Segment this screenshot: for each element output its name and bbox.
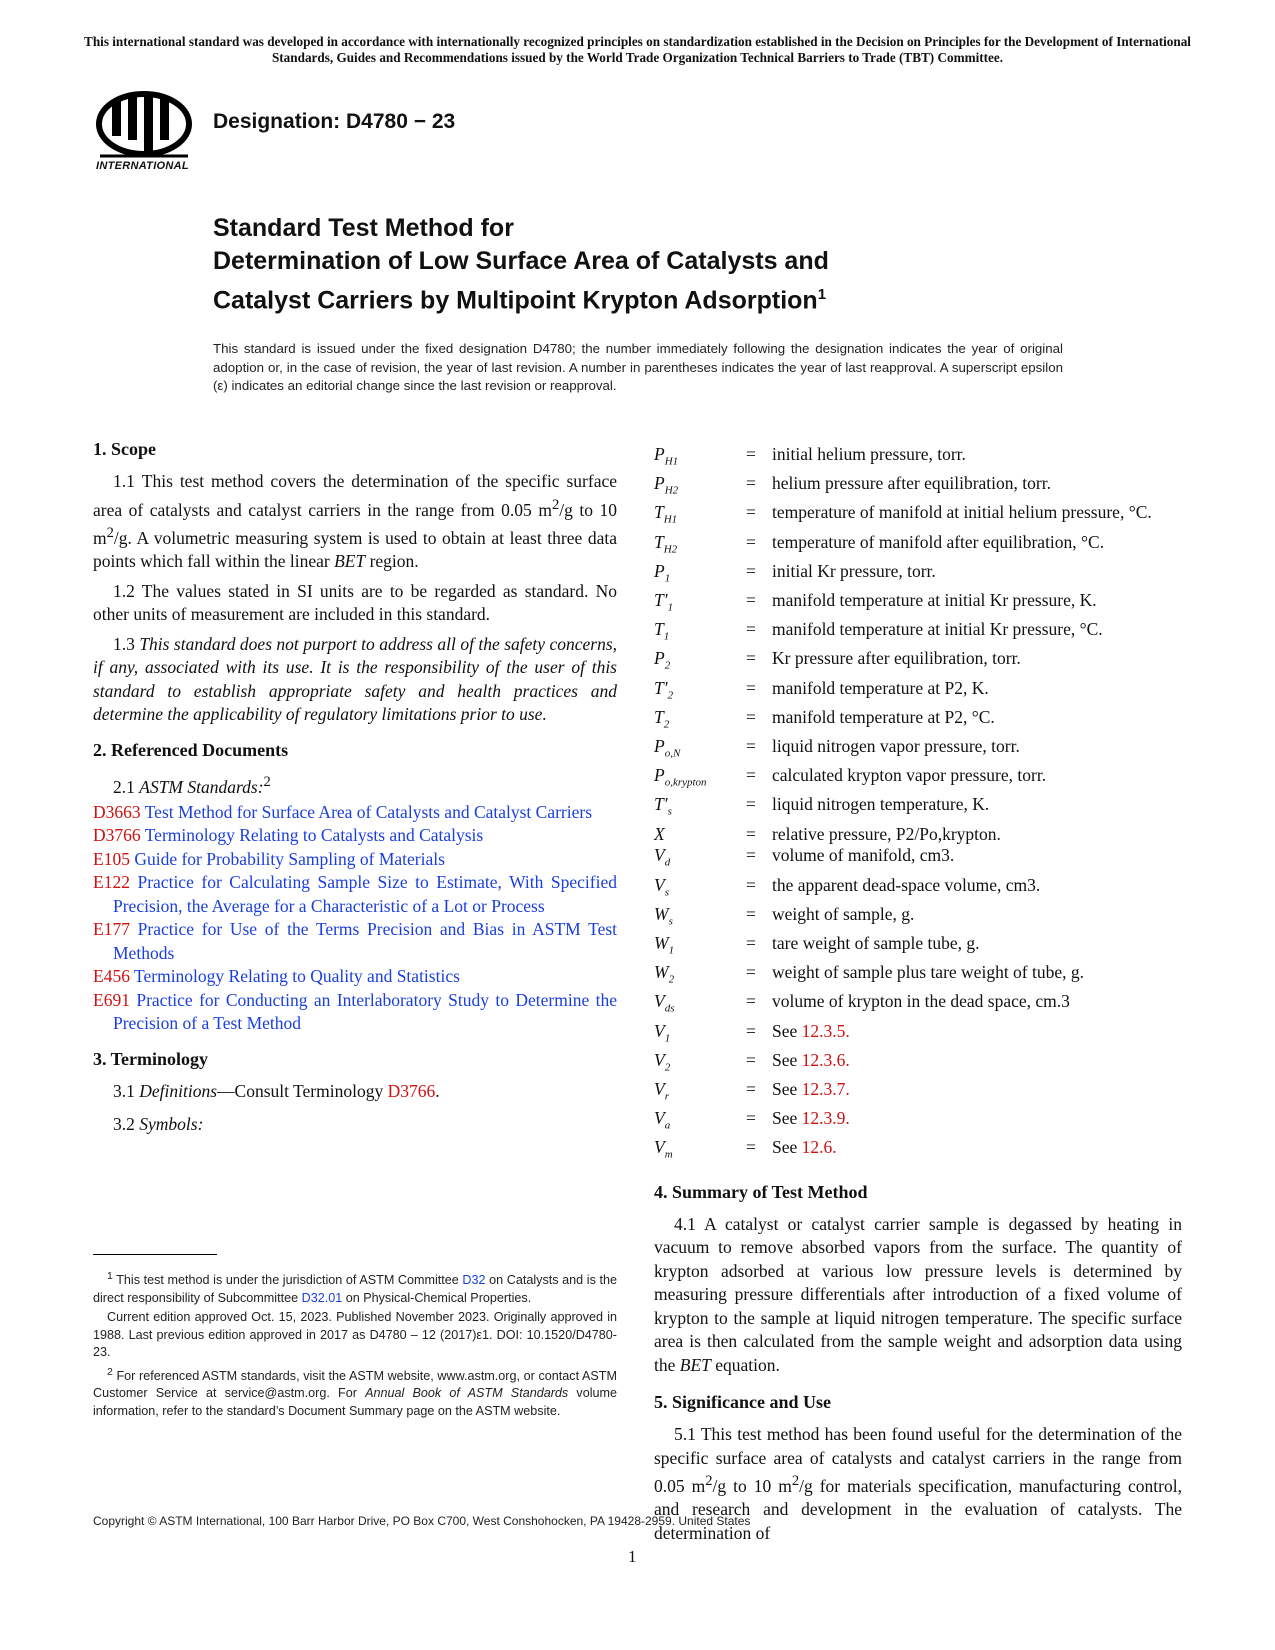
committee-link[interactable]: D32 [462,1273,486,1288]
symbol: $V_{ds}$ [654,991,675,1015]
section-link[interactable]: 12.3.6. [801,1049,850,1070]
symbol: $W_2$ [654,962,675,986]
footnote-1-edition: Current edition approved Oct. 15, 2023. Published November 2023. Originally approved in 1988. Last previous edition approved in 2017 as D4780 – 12 (2017)ε1. DOI: 10.1520/D4780-23. [93,1310,617,1360]
issuance-note: This standard is issued under the fixed designation D4780; the number immediately following the designation indicates the year of original adoption or, in the case of revision, the year of last revision. A number in parentheses indicates the year of last reapproval. A superscript epsilon (ε) indicates an editorial change since the last revision or reapproval. [213,341,1063,393]
equals-sign: = [746,444,756,464]
symbol: $V_2$ [654,1049,671,1074]
reference-code-link[interactable]: D3766 [93,825,141,846]
equals-sign: = [746,677,756,698]
scope-1-3: 1.3 This standard does not purport to address all of the safety concerns, if any, associated with its use. It is the responsibility of the user of this standard to establish appropriate safety and health practices and determine the applicability of regulatory limitations prior to use. [93,633,618,725]
reference-title-link[interactable]: Terminology Relating to Catalysts and Catalysis [144,825,484,846]
left-column [93,438,617,1143]
equals-sign: = [746,1078,756,1099]
reference-item [93,989,617,1036]
symbol: $P_2$ [654,648,671,672]
significance-5-1: 5.1 This test method has been found useful for the determination of the specific surface area of catalysts and catalyst carriers in the range from 0.05 $m^2/g$ to 10 $m^2/g$ for materials specification, manufacturing control, and research and development in the evaluation of catalysts. The determination of [654,1424,1182,1543]
symbol: $V_a$ [654,1108,671,1132]
title-line-1: Standard Test Method for [213,214,514,242]
scope-1-1: 1.1 This test method covers the determination of the specific surface area of catalysts and catalyst carriers in the range from 0.05 $m^2/g$ to 10 $m^2/g$. A volumetric measuring system is used to obtain at least three data points which fall within the linear BET region. [93,471,618,572]
reference-title-link[interactable]: Test Method for Surface Area of Catalysts and Catalyst Carriers [144,801,593,822]
symbol-row [654,736,1182,765]
symbol-definition: manifold temperature at initial Kr pressure, K. [772,590,1097,611]
symbol-row [654,619,1182,648]
symbol-definition: initial helium pressure, torr. [772,444,966,464]
reference-code-link[interactable]: E691 [93,989,130,1010]
symbol-row [654,1021,1182,1050]
symbol: $P_{o,N}$ [654,736,681,760]
symbol-definition: initial Kr pressure, torr. [772,560,936,581]
reference-code-link[interactable]: E105 [93,848,130,869]
symbol-definition: Kr pressure after equilibration, torr. [772,648,1021,669]
equals-sign: = [746,473,756,494]
symbol: $T'_1$ [654,590,674,614]
equals-sign: = [746,991,756,1012]
terminology-3-1: 3.1 Definitions—Consult Terminology D3766. [113,1080,440,1101]
equals-sign: = [746,874,756,895]
symbol-row [654,845,1182,874]
equals-sign: = [746,1020,756,1041]
symbol: $P_{H1}$ [654,444,679,468]
scope-1-2: 1.2 The values stated in SI units are to be regarded as standard. No other units of measurement are included in this standard. [93,580,617,625]
symbol-definition: liquid nitrogen temperature, K. [772,794,990,815]
wto-notice: This international standard was developed in accordance with internationally recognized principles on standardization established in the Decision on Principles for the Development of International Standards, Guides and Recommendations issued by the World Trade Organization Technical Barriers to Trade (TBT) Committee. [84,34,1191,65]
symbol-definition: relative pressure, P2/Po,krypton. [772,823,1001,844]
symbol-row [654,502,1182,531]
reference-list [93,801,617,1036]
equals-sign: = [746,1049,756,1070]
symbol-definition: tare weight of sample tube, g. [772,932,980,953]
copyright: Copyright © ASTM International, 100 Barr Harbor Drive, PO Box C700, West Conshohocken, PA 19428-2959. United States [93,1514,751,1528]
symbol-definition: See 12.3.5. [772,1020,850,1041]
symbol: $V_d$ [654,845,671,869]
symbol: $W_1$ [654,932,675,957]
equals-sign: = [746,962,756,983]
symbol-row [654,765,1182,794]
title-line-3-text: Catalyst Carriers by Multipoint Krypton Adsorption [213,286,818,315]
title-line-3 [213,278,1113,317]
section-heading-significance: 5. Significance and Use [654,1392,832,1413]
symbol: $V_1$ [654,1020,671,1045]
symbol-row [654,991,1182,1020]
symbol: $W_s$ [654,903,673,928]
symbol-row [654,1137,1182,1166]
symbol-row [654,904,1182,933]
symbol-definition: temperature of manifold after equilibration, °C. [772,531,1105,552]
symbol: $P_{o,krypton}$ [654,765,707,789]
symbol-row [654,1108,1182,1137]
logo-international-text: INTERNATIONAL [96,160,189,172]
equals-sign: = [746,1108,756,1129]
symbol: $P_1$ [654,560,671,585]
reference-code-link[interactable]: E122 [93,872,130,893]
symbol: $T_1$ [654,619,670,643]
symbol-row [654,933,1182,962]
section-heading-scope: 1. Scope [93,439,156,459]
symbol-definition: helium pressure after equilibration, torr. [772,473,1051,494]
equals-sign: = [746,794,756,815]
symbol-row [654,1050,1182,1079]
title-line-2: Determination of Low Surface Area of Catalysts and [213,247,829,275]
symbol-definition: volume of krypton in the dead space, cm.3 [772,991,1070,1012]
footnotes [93,1268,617,1422]
equals-sign: = [746,590,756,611]
symbol: $V_s$ [654,874,669,899]
equals-sign: = [746,845,756,866]
symbol-definition: See 12.3.7. [772,1078,850,1099]
equals-sign: = [746,932,756,953]
symbol-definition: See 12.3.9. [772,1108,850,1129]
subcommittee-link[interactable]: D32.01 [301,1290,343,1305]
symbol: X [654,823,665,844]
symbol-definition: See 12.6. [772,1137,837,1158]
symbol-definition: weight of sample, g. [772,903,915,924]
symbol-row [654,532,1182,561]
equals-sign: = [746,765,756,786]
symbol-row [654,1079,1182,1108]
symbol-definition: volume of manifold, cm3. [772,845,955,866]
reference-item [93,918,617,965]
page-number: 1 [628,1547,637,1566]
symbol-row [654,444,1182,473]
symbol: $T_{H1}$ [654,502,678,526]
symbol: $V_r$ [654,1078,669,1103]
section-heading-terminology: 3. Terminology [93,1048,209,1069]
symbol-row [654,678,1182,707]
reference-title-link[interactable]: Practice for Calculating Sample Size to Estimate, With Specified Precision, the Average for a Characteristic of a Lot or Process [113,872,617,916]
equals-sign: = [746,706,756,727]
equals-sign: = [746,823,756,844]
footnote-rule [93,1254,217,1255]
footnote-1: $^1$ This test method is under the jurisdiction of ASTM Committee D32 on Catalysts and is the direct responsibility of Subcommittee D32.01 on Physical-Chemical Properties. [93,1270,617,1305]
terminology-3-2: 3.2 Symbols: [113,1114,204,1135]
section-heading-summary: 4. Summary of Test Method [654,1181,868,1202]
equals-sign: = [746,560,756,581]
reference-item [93,848,617,872]
right-column [654,444,1182,1551]
symbol: $P_{H2}$ [654,473,679,497]
reference-title-link[interactable]: Practice for Conducting an Interlaboratory Study to Determine the Precision of a Test Method [113,989,617,1034]
symbol-row [654,590,1182,619]
symbol-definition: the apparent dead-space volume, cm3. [772,874,1041,895]
astm-standards-label: 2.1 ASTM Standards:$^2$ [113,773,271,797]
reference-code-link[interactable]: D3663 [93,801,141,822]
symbol-row [654,561,1182,590]
symbol-definition: weight of sample plus tare weight of tube, g. [772,962,1085,983]
reference-title-link[interactable]: Guide for Probability Sampling of Materials [134,848,445,869]
equals-sign: = [746,903,756,924]
symbol: $T'_2$ [654,677,674,702]
symbol: $T'_s$ [654,794,672,818]
symbol-row [654,794,1182,823]
symbol-definition: calculated krypton vapor pressure, torr. [772,765,1047,786]
equals-sign: = [746,619,756,640]
symbol: $T_{H2}$ [654,531,678,556]
reference-item [93,871,617,918]
symbol-definition: manifold temperature at P2, °C. [772,706,995,727]
symbols-table [654,444,1182,1167]
symbol-row [654,473,1182,502]
equals-sign: = [746,531,756,552]
section-link[interactable]: 12.6. [801,1137,837,1158]
equals-sign: = [746,648,756,669]
symbol-definition: liquid nitrogen vapor pressure, torr. [772,736,1020,757]
symbol-definition: temperature of manifold at initial helium pressure, °C. [772,502,1152,523]
summary-4-1: 4.1 A catalyst or catalyst carrier sample is degassed by heating in vacuum to remove absorbed vapors from the surface. The quantity of krypton adsorbed at various low pressure levels is determined by measuring pressure differentials after introduction of a fixed volume of krypton to the sample at liquid nitrogen temperature. The specific surface area is then calculated from the sample weight and adsorption data using the BET equation. [654,1213,1182,1375]
symbol: $V_m$ [654,1137,673,1161]
symbol-definition: manifold temperature at P2, K. [772,677,989,698]
reference-item [93,801,617,825]
section-link[interactable]: 12.3.9. [801,1108,850,1129]
symbol-definition: See 12.3.6. [772,1049,850,1070]
equals-sign: = [746,502,756,523]
section-heading-referenced: 2. Referenced Documents [93,739,289,760]
section-link[interactable]: 12.3.7. [801,1078,850,1099]
designation: Designation: D4780 − 23 [213,110,456,133]
symbol-row [654,962,1182,991]
symbol-definition: manifold temperature at initial Kr pressure, °C. [772,619,1103,640]
reference-title-link[interactable]: Practice for Use of the Terms Precision and Bias in ASTM Test Methods [113,919,618,963]
reference-item [93,965,617,989]
symbol-row [654,707,1182,736]
symbol-row [654,648,1182,677]
title-footnote-mark: 1 [817,286,827,303]
reference-item [93,824,617,848]
terminology-link[interactable]: D3766 [387,1080,436,1101]
reference-title-link[interactable]: Terminology Relating to Quality and Statistics [134,966,460,987]
section-link[interactable]: 12.3.5. [801,1020,850,1041]
equals-sign: = [746,736,756,757]
document-title [213,212,1113,317]
symbol-row [654,824,1182,846]
reference-code-link[interactable]: E177 [93,919,130,940]
reference-code-link[interactable]: E456 [93,966,130,987]
equals-sign: = [746,1137,756,1158]
symbol-row [654,875,1182,904]
symbol: $T_2$ [654,706,670,731]
footnote-2: $^2$ For referenced ASTM standards, visit the ASTM website, www.astm.org, or contact ASTM Customer Service at service@astm.org. For Annual Book of ASTM Standards volume information, refer to the standard’s Document Summary page on the ASTM website. [93,1365,617,1418]
